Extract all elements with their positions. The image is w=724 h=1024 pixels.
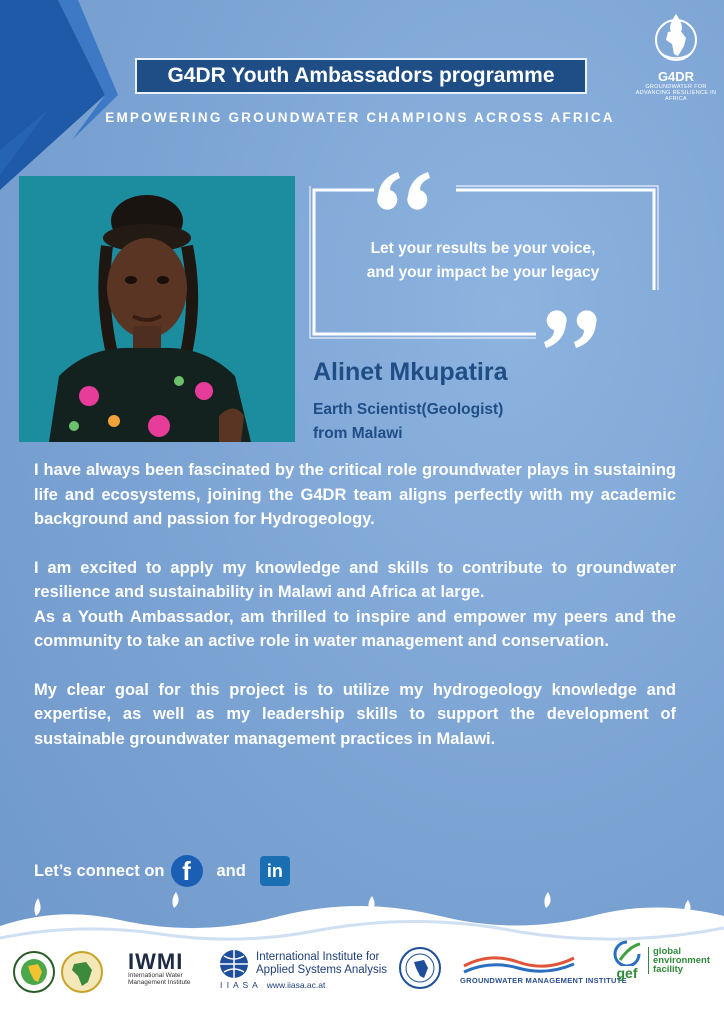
g4dr-logo-name: G4DR xyxy=(657,69,695,84)
gef-abbr: gef xyxy=(616,965,638,981)
gef-line-1: global xyxy=(653,945,681,957)
iwmi-sub-2: Management Institute xyxy=(128,979,191,986)
partner-logo-iiasa xyxy=(218,948,387,980)
partner-logo-au xyxy=(60,950,104,994)
portrait-illustration xyxy=(19,176,295,442)
iiasa-footer xyxy=(220,980,325,990)
facebook-icon[interactable]: f xyxy=(171,855,203,887)
corner-decoration xyxy=(0,0,130,190)
africa-drop-icon xyxy=(648,10,704,66)
partner-logo-sadc xyxy=(398,946,442,990)
gef-line-2: environment xyxy=(653,954,711,966)
person-origin: from Malawi xyxy=(313,425,403,442)
iiasa-globe-icon xyxy=(218,948,250,980)
close-quote-icon xyxy=(540,306,602,352)
quote-text xyxy=(318,237,648,285)
african-union-icon xyxy=(60,950,104,994)
partner-logo-gef xyxy=(612,940,710,980)
iwmi-name: IWMI xyxy=(128,949,184,974)
social-connect xyxy=(34,851,290,891)
iiasa-line-1: International Institute for xyxy=(256,951,380,963)
g4dr-logo xyxy=(632,10,720,102)
gef-line-3: facility xyxy=(653,963,684,975)
bio-paragraph-3: As a Youth Ambassador, am thrilled to inspire and empower my peers and the community to take an active role in water management and conservation. xyxy=(34,607,676,650)
partner-logo-gmi xyxy=(460,950,627,985)
quote-line-1: Let your results be your voice, xyxy=(370,240,596,257)
every-drop-counts-icon xyxy=(12,950,56,994)
gmi-waves-icon xyxy=(460,950,578,976)
iwmi-sub-1: International Water xyxy=(128,972,183,979)
linkedin-icon[interactable]: in xyxy=(260,856,290,886)
open-quote-icon xyxy=(372,168,434,214)
programme-subtitle: EMPOWERING GROUNDWATER CHAMPIONS ACROSS AFRICA xyxy=(105,110,615,125)
partner-logo-iwmi xyxy=(128,949,191,986)
g4dr-logo-tagline: GROUNDWATER FOR ADVANCING RESILIENCE IN AFRICA xyxy=(635,84,717,102)
quote-line-2: and your impact be your legacy xyxy=(366,264,600,281)
iiasa-url: www.iiasa.ac.at xyxy=(266,980,326,990)
iiasa-line-2: Applied Systems Analysis xyxy=(256,964,388,976)
bio-paragraph-2: I am excited to apply my knowledge and skills to contribute to groundwater resilience and sustainability in Malawi and Africa at large. xyxy=(34,558,676,601)
portrait-photo xyxy=(19,176,295,442)
gef-leaf-icon xyxy=(612,940,642,966)
partner-logo-every-drop xyxy=(12,950,56,994)
programme-title: G4DR Youth Ambassadors programme xyxy=(135,58,587,94)
gmi-name: GROUNDWATER MANAGEMENT INSTITUTE xyxy=(460,976,627,985)
connect-label: Let’s connect on xyxy=(34,861,165,880)
iiasa-abbr: I I A S A xyxy=(220,980,259,990)
person-name: Alinet Mkupatira xyxy=(313,358,508,386)
person-details xyxy=(313,398,613,446)
person-role: Earth Scientist(Geologist) xyxy=(313,401,504,418)
connect-and-label: and xyxy=(216,861,246,880)
bio-paragraph-1: I have always been fascinated by the critical role groundwater plays in sustaining life and ecosystems, joining the G4DR team aligns perfectly with my academic background and passion for Hydrogeology. xyxy=(34,461,676,528)
bio-paragraph-4: My clear goal for this project is to utilize my hydrogeology knowledge and expertise, as well as my leadership skills to support the development of sustainable groundwater management practices in Malawi. xyxy=(34,680,676,748)
sadc-emblem-icon xyxy=(398,946,442,990)
bio-text xyxy=(34,458,676,751)
